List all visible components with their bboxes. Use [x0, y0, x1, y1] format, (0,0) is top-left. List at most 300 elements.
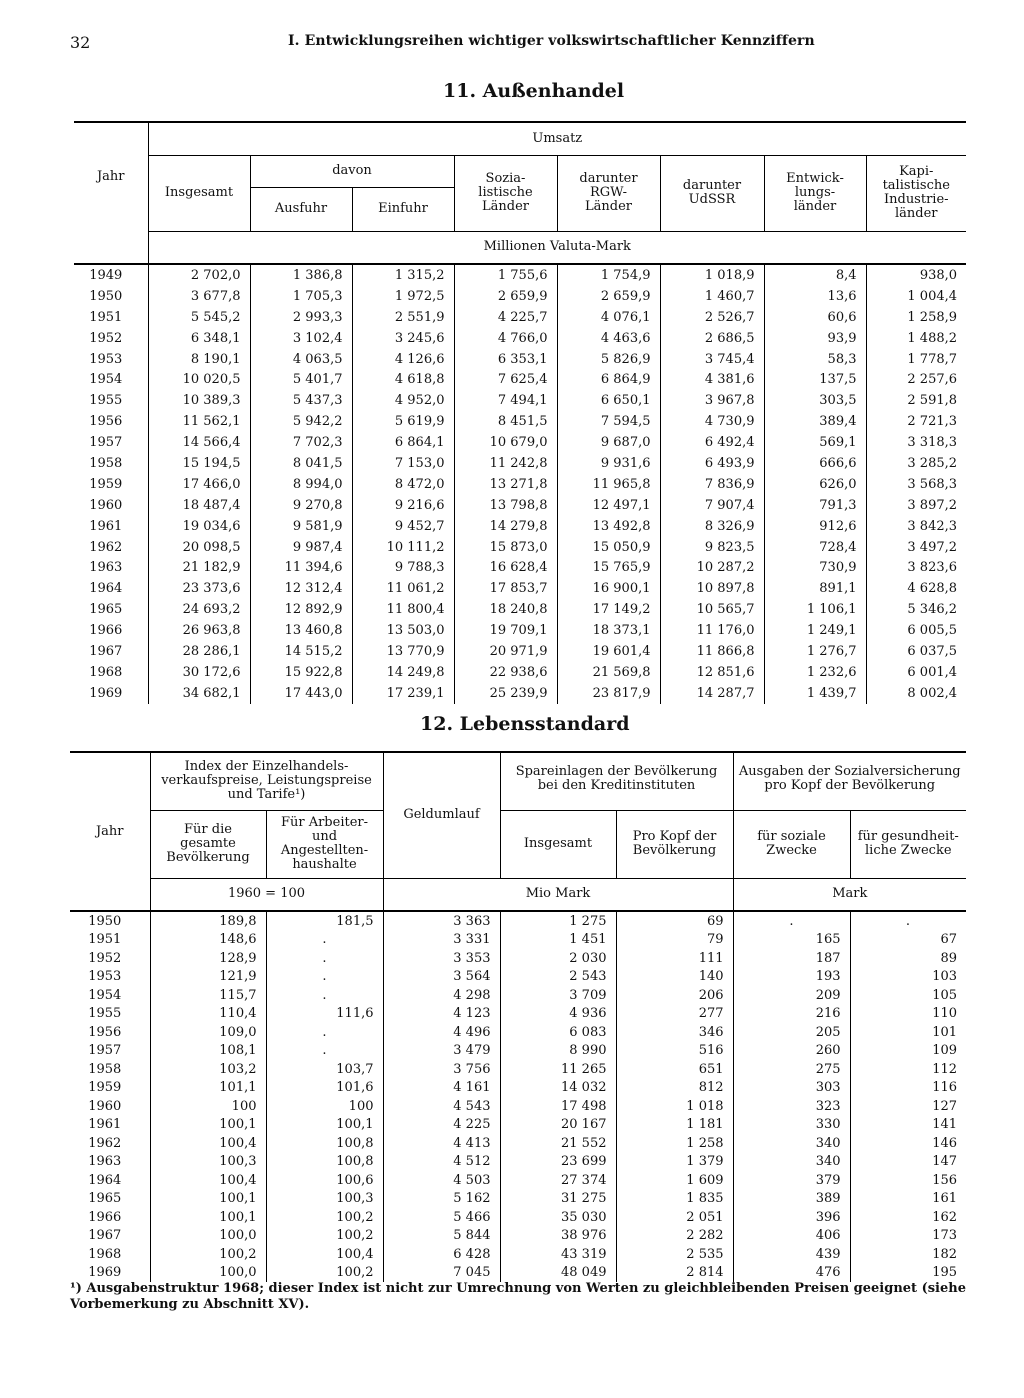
table-cell: 2 686,5 [660, 328, 764, 349]
hdr-umsatz: Umsatz [148, 122, 966, 155]
table-cell: 15 765,9 [557, 557, 660, 578]
table-cell: 1 315,2 [352, 264, 454, 286]
table-row [74, 286, 966, 307]
table-cell: 1 232,6 [764, 662, 866, 683]
table-cell: 100,2 [266, 1208, 383, 1227]
table-cell: 193 [733, 968, 850, 987]
table-cell: 100,1 [150, 1116, 266, 1135]
hdr-sozialversicherung: Ausgaben der Sozialversicherung pro Kopf der Bevölkerung [733, 752, 966, 810]
table-cell: . [266, 949, 383, 968]
col-jahr: Jahr [95, 823, 124, 839]
table-cell: 666,6 [764, 453, 866, 474]
table-cell: 6 005,5 [866, 620, 966, 641]
row-year: 1963 [88, 1154, 122, 1170]
table-cell: 112 [850, 1060, 966, 1079]
table-cell: 14 249,8 [352, 662, 454, 683]
table-cell: 8 451,5 [454, 411, 557, 432]
table-cell: 1 972,5 [352, 286, 454, 307]
row-year: 1951 [88, 932, 122, 948]
table-cell: 11 394,6 [250, 557, 352, 578]
table-cell: 13 460,8 [250, 620, 352, 641]
table-cell: 340 [733, 1134, 850, 1153]
table-cell: 5 826,9 [557, 349, 660, 370]
table-cell: 11 176,0 [660, 620, 764, 641]
table-cell: 100,8 [266, 1134, 383, 1153]
table-cell: 5 346,2 [866, 599, 966, 620]
table-cell: 728,4 [764, 537, 866, 558]
table-row [70, 1005, 966, 1024]
table-cell: 4 512 [383, 1153, 500, 1172]
table-cell: 148,6 [150, 931, 266, 950]
table-cell: 476 [733, 1264, 850, 1283]
table-cell: 43 319 [500, 1245, 616, 1264]
table-cell: 162 [850, 1208, 966, 1227]
table-cell: 20 167 [500, 1116, 616, 1135]
table-cell: 38 976 [500, 1227, 616, 1246]
row-year: 1954 [88, 987, 122, 1003]
table-cell: . [266, 1023, 383, 1042]
table-cell: 10 565,7 [660, 599, 764, 620]
table-cell: 137,5 [764, 369, 866, 390]
table-cell: 3 677,8 [148, 286, 250, 307]
col-jahr: Jahr [96, 169, 125, 184]
table-cell: 69 [616, 911, 733, 931]
table-cell: 100,1 [150, 1190, 266, 1209]
table-cell: 195 [850, 1264, 966, 1283]
table-cell: 6 493,9 [660, 453, 764, 474]
table-row [74, 264, 966, 286]
table-cell: 389,4 [764, 411, 866, 432]
unit-mio-mark: Mio Mark [383, 878, 733, 911]
table-cell: 4 225 [383, 1116, 500, 1135]
table-cell: 19 601,4 [557, 641, 660, 662]
table-cell: 4 543 [383, 1097, 500, 1116]
table-cell: 146 [850, 1134, 966, 1153]
table-cell: 34 682,1 [148, 683, 250, 704]
table-cell: 103,2 [150, 1060, 266, 1079]
table-cell: 12 497,1 [557, 495, 660, 516]
table-row [74, 662, 966, 683]
table-row [74, 599, 966, 620]
col-pro-kopf: Pro Kopf der Bevölkerung [616, 810, 733, 878]
table-cell: 4 298 [383, 986, 500, 1005]
table-cell: 100,4 [150, 1171, 266, 1190]
table-cell: 11 562,1 [148, 411, 250, 432]
row-year: 1969 [88, 1265, 122, 1281]
table-lebensstandard [70, 751, 966, 1282]
table-cell: 4 503 [383, 1171, 500, 1190]
row-year: 1965 [89, 602, 123, 618]
table-cell: 4 766,0 [454, 328, 557, 349]
table-cell: 8 990 [500, 1042, 616, 1061]
table-cell: 9 216,6 [352, 495, 454, 516]
table-cell: 14 515,2 [250, 641, 352, 662]
table-cell: 17 443,0 [250, 683, 352, 704]
table-row [74, 641, 966, 662]
table-cell: 15 050,9 [557, 537, 660, 558]
table-cell: 23 817,9 [557, 683, 660, 704]
table-cell: 3 245,6 [352, 328, 454, 349]
table-cell: 4 126,6 [352, 349, 454, 370]
table-cell: 30 172,6 [148, 662, 250, 683]
row-year: 1952 [89, 330, 123, 346]
table-row [70, 1153, 966, 1172]
table-cell: 23 699 [500, 1153, 616, 1172]
table-cell: 189,8 [150, 911, 266, 931]
table-cell: 109,0 [150, 1023, 266, 1042]
table-cell: 5 401,7 [250, 369, 352, 390]
table-cell: 5 437,3 [250, 390, 352, 411]
table-cell: . [850, 911, 966, 931]
table-cell: 9 687,0 [557, 432, 660, 453]
table-cell: 396 [733, 1208, 850, 1227]
row-year: 1955 [89, 393, 123, 409]
table-cell: 100 [266, 1097, 383, 1116]
table-row [74, 349, 966, 370]
table-cell: 10 287,2 [660, 557, 764, 578]
table-cell: 260 [733, 1042, 850, 1061]
row-year: 1966 [88, 1209, 122, 1225]
table-cell: 100,4 [266, 1245, 383, 1264]
table-cell: 1 386,8 [250, 264, 352, 286]
table-cell: 17 239,1 [352, 683, 454, 704]
table-cell: 11 242,8 [454, 453, 557, 474]
table-cell: 6 864,9 [557, 369, 660, 390]
table-row [70, 1023, 966, 1042]
table-cell: 12 851,6 [660, 662, 764, 683]
table-cell: 89 [850, 949, 966, 968]
table-cell: 6 864,1 [352, 432, 454, 453]
table-cell: 6 083 [500, 1023, 616, 1042]
table-cell: 206 [616, 986, 733, 1005]
table-cell: 3 709 [500, 986, 616, 1005]
table-cell: 18 373,1 [557, 620, 660, 641]
table-cell: 67 [850, 931, 966, 950]
table-cell: 2 051 [616, 1208, 733, 1227]
row-year: 1951 [89, 309, 123, 325]
table-cell: 5 844 [383, 1227, 500, 1246]
table-cell: 100,4 [150, 1134, 266, 1153]
table-cell: 9 788,3 [352, 557, 454, 578]
table-cell: 1 451 [500, 931, 616, 950]
table-cell: 2 030 [500, 949, 616, 968]
row-year: 1956 [89, 414, 123, 430]
col-einfuhr: Einfuhr [352, 187, 454, 231]
table-cell: 3 564 [383, 968, 500, 987]
row-year: 1960 [88, 1098, 122, 1114]
table-cell: 17 498 [500, 1097, 616, 1116]
table-cell: 3 331 [383, 931, 500, 950]
table-row [70, 1097, 966, 1116]
table-cell: 6 353,1 [454, 349, 557, 370]
table-cell: 389 [733, 1190, 850, 1209]
table-cell: 2 659,9 [454, 286, 557, 307]
table-cell: 6 348,1 [148, 328, 250, 349]
table-cell: 93,9 [764, 328, 866, 349]
table-cell: 4 952,0 [352, 390, 454, 411]
table-cell: 5 942,2 [250, 411, 352, 432]
row-year: 1969 [89, 685, 123, 701]
footnote: ¹) Ausgabenstruktur 1968; dieser Index ist nicht zur Umrechnung von Werten zu gleichbleibenden Preisen geeignet (siehe Vorbemerkung zu Abschnitt XV). [70, 1281, 966, 1312]
row-year: 1961 [88, 1117, 122, 1133]
table-cell: 17 149,2 [557, 599, 660, 620]
table-cell: 3 842,3 [866, 516, 966, 537]
table-cell: 626,0 [764, 474, 866, 495]
table-row [70, 968, 966, 987]
table-cell: 1 460,7 [660, 286, 764, 307]
table-cell: 7 836,9 [660, 474, 764, 495]
table-cell: 16 628,4 [454, 557, 557, 578]
table-row [70, 1227, 966, 1246]
table-row [74, 390, 966, 411]
hdr-index: Index der Einzelhandels- verkaufspreise, Leistungspreise und Tarife¹) [150, 752, 383, 810]
table-cell: 2 282 [616, 1227, 733, 1246]
row-year: 1953 [89, 351, 123, 367]
table-cell: 100 [150, 1097, 266, 1116]
table-cell: 10 389,3 [148, 390, 250, 411]
table-cell: . [266, 931, 383, 950]
table-cell: 2 993,3 [250, 307, 352, 328]
row-year: 1964 [88, 1172, 122, 1188]
table-cell: 1 778,7 [866, 349, 966, 370]
table-cell: 1 018 [616, 1097, 733, 1116]
col-gesundheitliche-zwecke: für gesundheit- liche Zwecke [850, 810, 966, 878]
table-cell: 1 835 [616, 1190, 733, 1209]
table-cell: 1 106,1 [764, 599, 866, 620]
table-cell: 277 [616, 1005, 733, 1024]
row-year: 1957 [89, 435, 123, 451]
table-cell: 7 045 [383, 1264, 500, 1283]
table-cell: 12 312,4 [250, 578, 352, 599]
page-number: 32 [70, 33, 91, 52]
row-year: 1967 [88, 1228, 122, 1244]
table-cell: 10 679,0 [454, 432, 557, 453]
table-cell: 1 488,2 [866, 328, 966, 349]
col-gesamte-bevoelkerung: Für die gesamte Bevölkerung [150, 810, 266, 878]
table-cell: 2 814 [616, 1264, 733, 1283]
table-cell: 101,6 [266, 1079, 383, 1098]
row-year: 1960 [89, 497, 123, 513]
table-cell: 165 [733, 931, 850, 950]
table-cell: 35 030 [500, 1208, 616, 1227]
row-year: 1965 [88, 1191, 122, 1207]
table-row [70, 1079, 966, 1098]
table-cell: 346 [616, 1023, 733, 1042]
table-cell: 100,3 [266, 1190, 383, 1209]
table-cell: 2 702,0 [148, 264, 250, 286]
table-aussenhandel [74, 121, 966, 704]
table-cell: 2 659,9 [557, 286, 660, 307]
table-cell: 6 428 [383, 1245, 500, 1264]
table-cell: 105 [850, 986, 966, 1005]
table-cell: 11 800,4 [352, 599, 454, 620]
table-cell: 8 190,1 [148, 349, 250, 370]
table-cell: 13 503,0 [352, 620, 454, 641]
table-cell: . [266, 1042, 383, 1061]
table-cell: 8 994,0 [250, 474, 352, 495]
table-cell: 812 [616, 1079, 733, 1098]
table-cell: 5 545,2 [148, 307, 250, 328]
table-cell: 1 276,7 [764, 641, 866, 662]
table-cell: 516 [616, 1042, 733, 1061]
unit-millionen-valuta-mark: Millionen Valuta-Mark [148, 231, 966, 264]
table-row [74, 537, 966, 558]
row-year: 1953 [88, 969, 122, 985]
col-entwicklungslaender: Entwick- lungs- länder [764, 155, 866, 231]
table-cell: 1 258 [616, 1134, 733, 1153]
table-row [74, 453, 966, 474]
col-insgesamt: Insgesamt [148, 155, 250, 231]
table-cell: 3 102,4 [250, 328, 352, 349]
col-rgw-laender: darunter RGW- Länder [557, 155, 660, 231]
table-cell: 156 [850, 1171, 966, 1190]
table-cell: 1 754,9 [557, 264, 660, 286]
table-cell: 14 566,4 [148, 432, 250, 453]
running-title: I. Entwicklungsreihen wichtiger volkswirtschaftlicher Kennziffern [288, 33, 815, 49]
table-cell: 79 [616, 931, 733, 950]
table-cell: 13 271,8 [454, 474, 557, 495]
row-year: 1959 [88, 1080, 122, 1096]
table-cell: 216 [733, 1005, 850, 1024]
table-cell: 2 721,3 [866, 411, 966, 432]
table-cell: 17 466,0 [148, 474, 250, 495]
table-cell: 1 755,6 [454, 264, 557, 286]
row-year: 1966 [89, 623, 123, 639]
row-year: 1958 [89, 455, 123, 471]
row-year: 1955 [88, 1006, 122, 1022]
table-cell: 2 551,9 [352, 307, 454, 328]
table-cell: 9 931,6 [557, 453, 660, 474]
table-cell: 20 098,5 [148, 537, 250, 558]
table-cell: 24 693,2 [148, 599, 250, 620]
table-cell: 6 037,5 [866, 641, 966, 662]
table-cell: 791,3 [764, 495, 866, 516]
table-cell: 100,0 [150, 1227, 266, 1246]
unit-mark: Mark [733, 878, 966, 911]
row-year: 1957 [88, 1043, 122, 1059]
row-year: 1963 [89, 560, 123, 576]
row-year: 1961 [89, 518, 123, 534]
table-cell: 26 963,8 [148, 620, 250, 641]
table-cell: 4 063,5 [250, 349, 352, 370]
table-cell: 4 076,1 [557, 307, 660, 328]
table-cell: 7 625,4 [454, 369, 557, 390]
table-row [70, 1171, 966, 1190]
table-cell: 4 730,9 [660, 411, 764, 432]
table-cell: 115,7 [150, 986, 266, 1005]
table-row [74, 495, 966, 516]
table-cell: 11 965,8 [557, 474, 660, 495]
col-sozialistische-laender: Sozia- listische Länder [454, 155, 557, 231]
table-cell: 103 [850, 968, 966, 987]
table-cell: 141 [850, 1116, 966, 1135]
table-row [70, 1190, 966, 1209]
col-kapitalistische-laender: Kapi- talistische Industrie- länder [866, 155, 966, 231]
table-cell: 4 413 [383, 1134, 500, 1153]
table-cell: 2 535 [616, 1245, 733, 1264]
table-cell: 4 123 [383, 1005, 500, 1024]
table11-title: 11. Außenhandel [443, 80, 625, 102]
table-cell: 379 [733, 1171, 850, 1190]
row-year: 1964 [89, 581, 123, 597]
table-cell: 1 181 [616, 1116, 733, 1135]
table-cell: 128,9 [150, 949, 266, 968]
table-cell: 330 [733, 1116, 850, 1135]
row-year: 1950 [88, 913, 122, 929]
table-cell: 21 552 [500, 1134, 616, 1153]
table-cell: 100,2 [266, 1264, 383, 1283]
table-cell: 121,9 [150, 968, 266, 987]
col-arbeiterhaushalte: Für Arbeiter- und Angestellten- haushalte [266, 810, 383, 878]
table-row [74, 474, 966, 495]
table-row [70, 1245, 966, 1264]
table-cell: 4 628,8 [866, 578, 966, 599]
table-cell: 100,2 [266, 1227, 383, 1246]
table-cell: 7 153,0 [352, 453, 454, 474]
table-cell: 100,3 [150, 1153, 266, 1172]
table-cell: 111 [616, 949, 733, 968]
table-cell: 4 463,6 [557, 328, 660, 349]
table-cell: 12 892,9 [250, 599, 352, 620]
table-cell: 4 618,8 [352, 369, 454, 390]
table-cell: 3 497,2 [866, 537, 966, 558]
row-year: 1962 [89, 539, 123, 555]
table-cell: 4 225,7 [454, 307, 557, 328]
table-cell: 1 609 [616, 1171, 733, 1190]
table-row [74, 307, 966, 328]
table-cell: 27 374 [500, 1171, 616, 1190]
table-cell: 3 745,4 [660, 349, 764, 370]
table-cell: 100,2 [150, 1245, 266, 1264]
table-cell: 23 373,6 [148, 578, 250, 599]
table-cell: 14 032 [500, 1079, 616, 1098]
table-cell: 25 239,9 [454, 683, 557, 704]
table-cell: 15 873,0 [454, 537, 557, 558]
table-cell: 938,0 [866, 264, 966, 286]
col-geldumlauf: Geldumlauf [383, 752, 500, 878]
table-row [74, 516, 966, 537]
table-cell: 48 049 [500, 1264, 616, 1283]
table-row [70, 1264, 966, 1283]
table-cell: 109 [850, 1042, 966, 1061]
table-cell: 4 161 [383, 1079, 500, 1098]
table-cell: 9 581,9 [250, 516, 352, 537]
table-cell: 1 275 [500, 911, 616, 931]
table-cell: 651 [616, 1060, 733, 1079]
table-cell: 10 020,5 [148, 369, 250, 390]
row-year: 1962 [88, 1135, 122, 1151]
table-cell: 8 326,9 [660, 516, 764, 537]
table-cell: 8,4 [764, 264, 866, 286]
table-cell: 8 041,5 [250, 453, 352, 474]
table-cell: 4 936 [500, 1005, 616, 1024]
table-cell: 100,6 [266, 1171, 383, 1190]
table-cell: . [266, 968, 383, 987]
table-cell: 101 [850, 1023, 966, 1042]
table-row [74, 328, 966, 349]
table-cell: 108,1 [150, 1042, 266, 1061]
table-cell: 7 494,1 [454, 390, 557, 411]
table-cell: 182 [850, 1245, 966, 1264]
hdr-spareinlagen: Spareinlagen der Bevölkerung bei den Kreditinstituten [500, 752, 733, 810]
table-cell: 18 487,4 [148, 495, 250, 516]
table-cell: 3 318,3 [866, 432, 966, 453]
table-cell: 5 466 [383, 1208, 500, 1227]
table-cell: 10 111,2 [352, 537, 454, 558]
table-cell: 6 650,1 [557, 390, 660, 411]
row-year: 1954 [89, 372, 123, 388]
row-year: 1967 [89, 643, 123, 659]
